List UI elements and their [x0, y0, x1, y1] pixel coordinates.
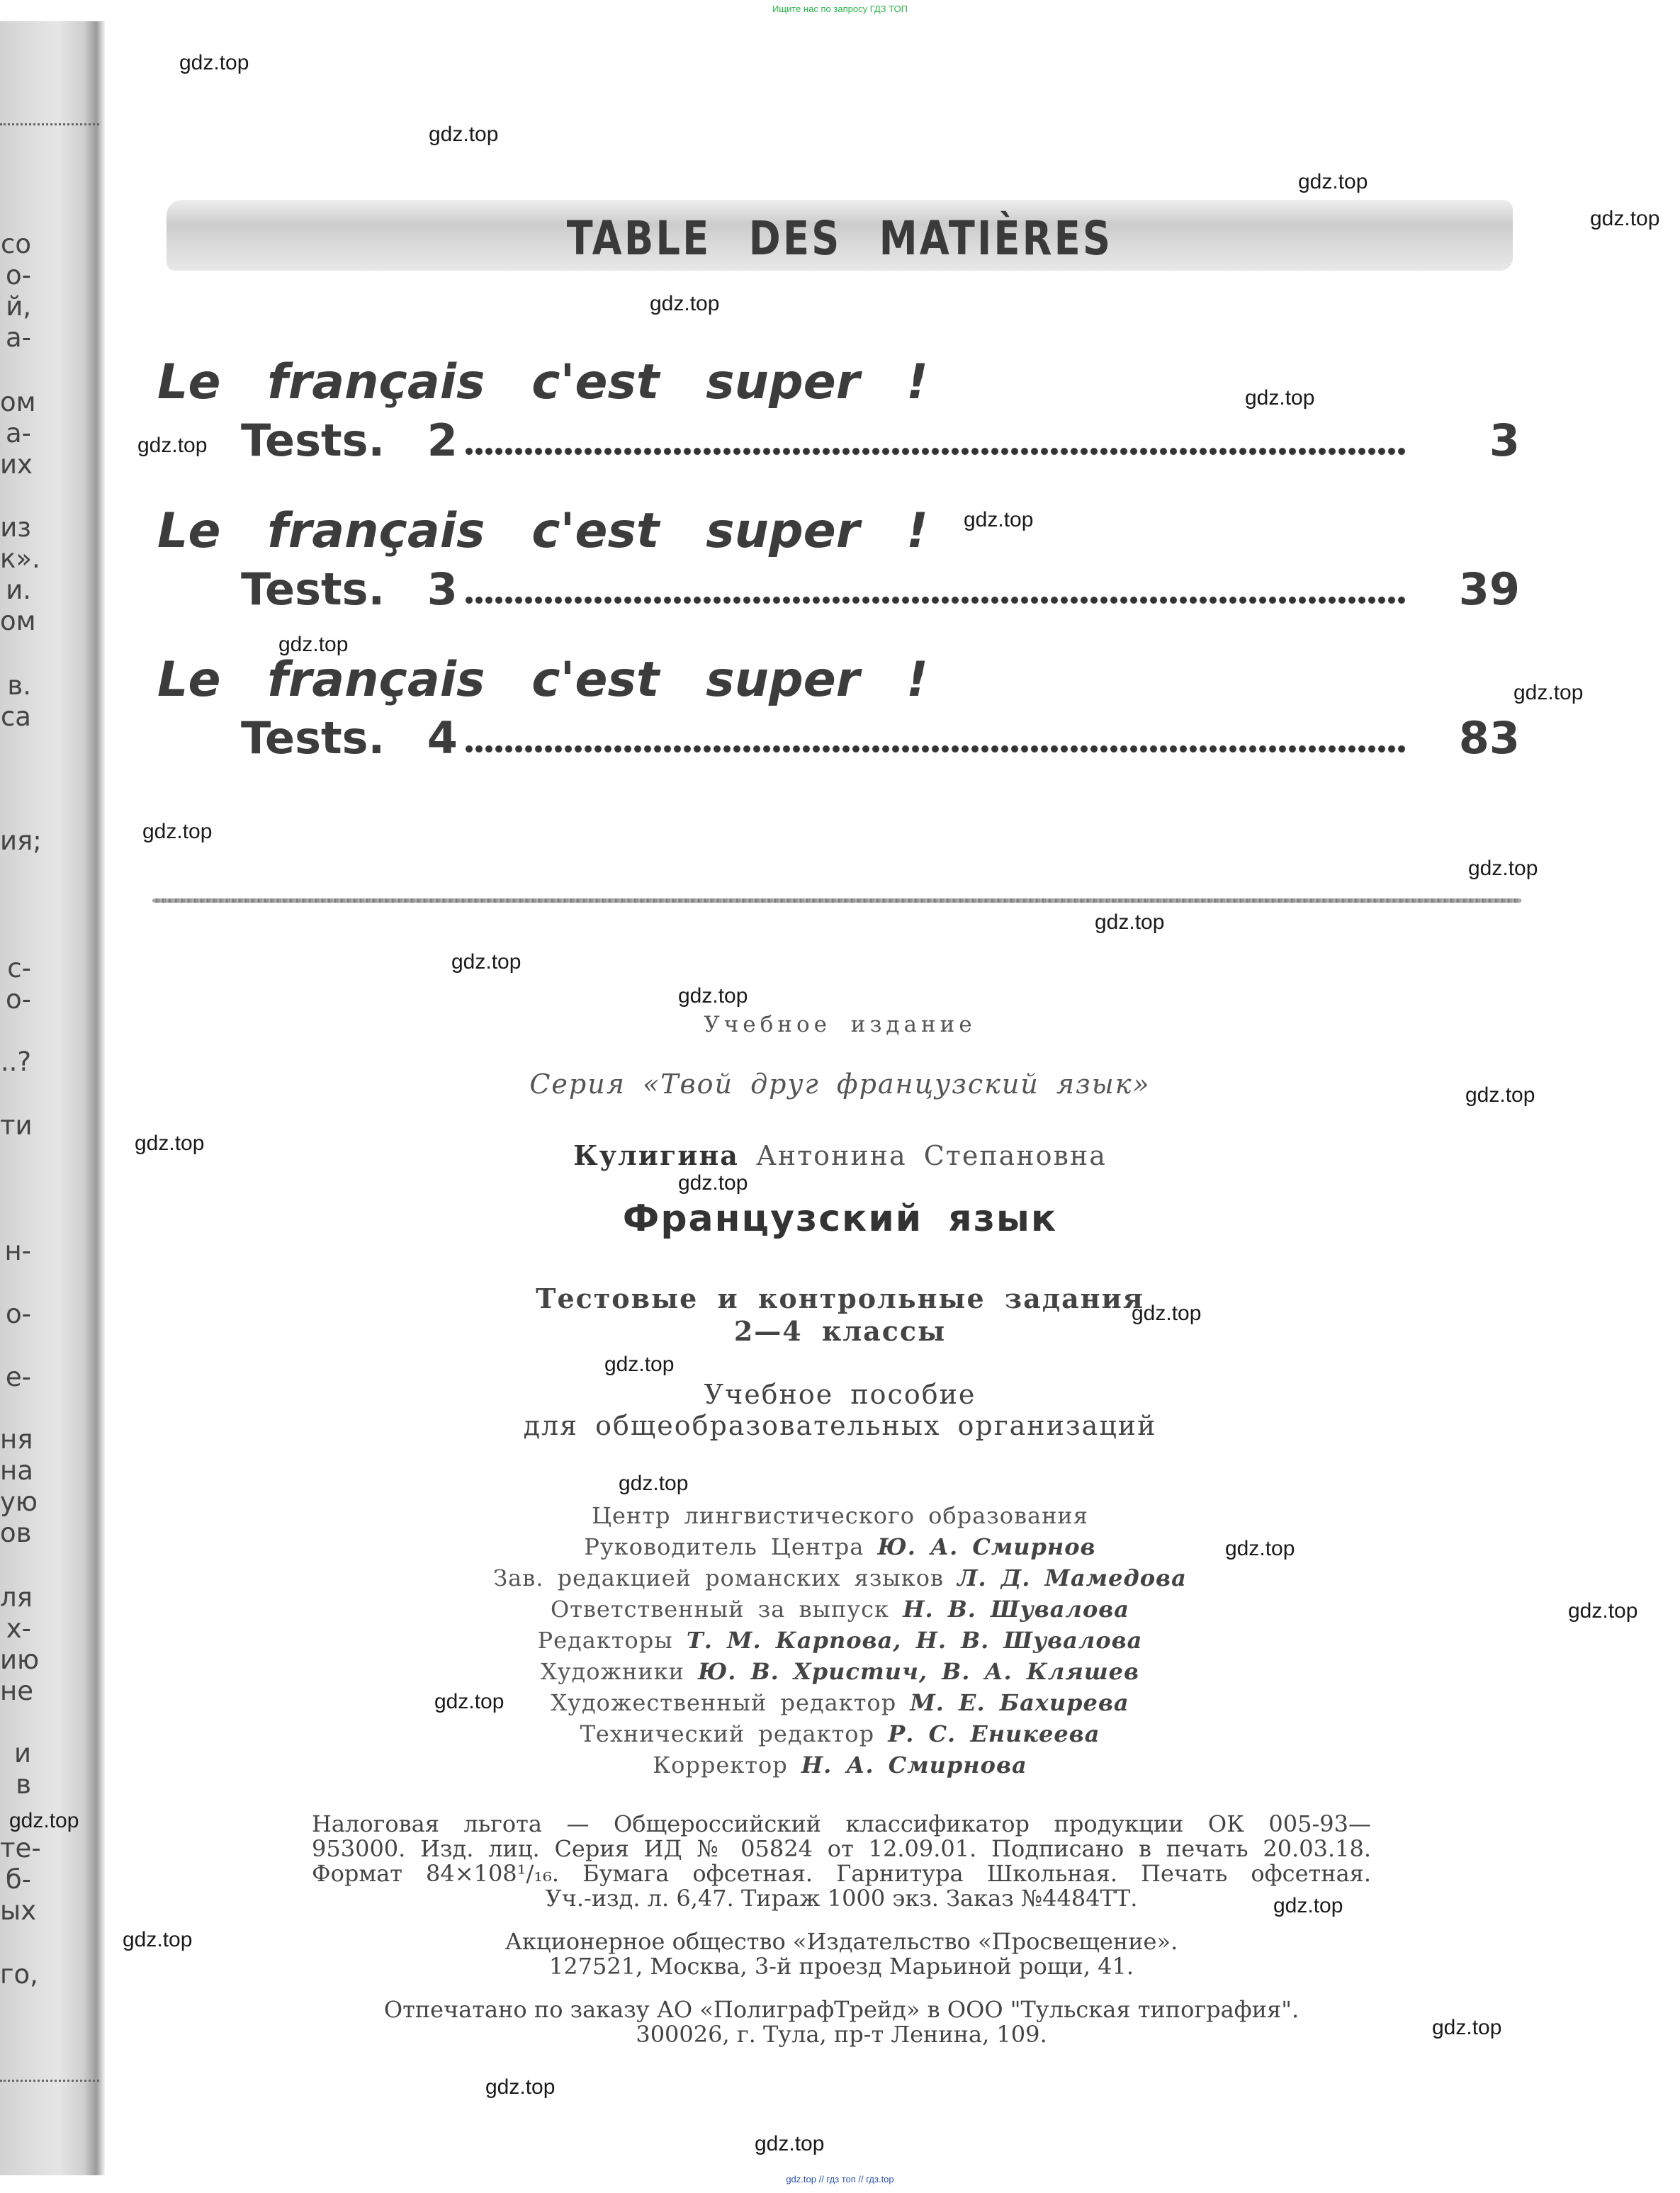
left-page-fragment: ую — [0, 1487, 38, 1517]
staff-name: Н. А. Смирнова — [801, 1752, 1027, 1778]
left-page-fragment: са — [0, 701, 31, 732]
staff-line — [0, 1596, 1680, 1623]
staff-role: Технический редактор — [580, 1720, 875, 1747]
left-page-fragment: ня — [0, 1424, 33, 1455]
left-page-fragment: е- — [5, 1362, 31, 1392]
left-page-fragment: в. — [7, 670, 31, 701]
watermark: gdz.top — [142, 820, 213, 843]
watermark: gdz.top — [1513, 681, 1584, 704]
left-page-dotted-rule — [0, 123, 99, 128]
staff-line — [0, 1689, 1680, 1716]
toc-tests-label: Tests. 4 — [241, 712, 458, 764]
printer-name: Отпечатано по заказу АО «ПолиграфТрейд» в ООО "Тульская типография". — [383, 1996, 1300, 2023]
left-page-fragment: со — [1, 229, 31, 259]
staff-role: Корректор — [653, 1752, 788, 1778]
toc-leader-dots — [464, 744, 1406, 754]
book-purpose: Учебное пособие — [704, 1379, 976, 1410]
toc-series-title: Le français c'est super ! — [157, 354, 928, 410]
tax-info-line: Налоговая льгота — Общероссийский классификатор продукции ОК 005-93— — [312, 1810, 1371, 1837]
staff-name: Ю. В. Христич, В. А. Кляшев — [698, 1658, 1140, 1685]
staff-name: Л. Д. Мамедова — [957, 1565, 1187, 1591]
left-page-fragment: о- — [6, 260, 31, 291]
watermark: gdz.top — [485, 2075, 556, 2099]
watermark: gdz.top — [1432, 2016, 1502, 2039]
watermark: gdz.top — [1225, 1537, 1295, 1560]
left-page-fragment: с- — [7, 953, 31, 983]
left-page-fragment: н- — [4, 1236, 31, 1266]
left-page-fragment: ом — [0, 387, 36, 417]
left-page-fragment: о- — [6, 984, 31, 1015]
left-page-fragment: о- — [6, 1299, 31, 1329]
left-page-fragment: в — [16, 1769, 31, 1800]
section-divider-rule — [152, 898, 1521, 903]
staff-line-department — [0, 1502, 1680, 1529]
toc-page-number: 3 — [1489, 415, 1520, 466]
watermark: gdz.top — [1465, 1083, 1535, 1107]
staff-name: Ю. А. Смирнов — [877, 1533, 1096, 1560]
left-page-fragment: не — [0, 1676, 33, 1706]
top-search-note: Ищите нас по запросу ГДЗ ТОП — [772, 4, 908, 14]
left-page-fragment: ых — [0, 1895, 37, 1926]
toc-leader-dots — [464, 595, 1406, 605]
staff-role: Зав. редакцией романских языков — [493, 1565, 945, 1591]
toc-page-number: 39 — [1458, 563, 1520, 615]
watermark: gdz.top — [755, 2132, 825, 2155]
watermark: gdz.top — [278, 633, 349, 656]
watermark: gdz.top — [604, 1353, 675, 1376]
watermark: gdz.top — [1245, 386, 1315, 410]
staff-name: Т. М. Карпова, Н. В. Шувалова — [686, 1627, 1143, 1654]
bottom-link-note: gdz.top // гдз топ // гдз.top — [786, 2174, 894, 2184]
edition-type: Учебное издание — [704, 1012, 976, 1037]
left-page-fragment: а- — [5, 418, 31, 449]
toc-leader-dots — [464, 446, 1406, 456]
author — [0, 1139, 1680, 1171]
watermark: gdz.top — [1568, 1599, 1638, 1623]
staff-role: Художественный редактор — [551, 1689, 897, 1716]
staff-name: Н. В. Шувалова — [903, 1596, 1130, 1623]
watermark: gdz.top — [619, 1472, 689, 1495]
tax-info-line: Уч.-изд. л. 6,47. Тираж 1000 экз. Заказ №4484ТТ. — [545, 1885, 1138, 1912]
staff-line — [0, 1565, 1680, 1591]
staff-line — [0, 1658, 1680, 1685]
watermark: gdz.top — [1273, 1894, 1343, 1917]
author-name: Антонина Степановна — [756, 1140, 1107, 1171]
toc-series-title: Le français c'est super ! — [157, 503, 928, 559]
left-page-dotted-rule — [0, 2080, 99, 2085]
left-page-fragment: ..? — [0, 1047, 31, 1077]
staff-role: Художники — [540, 1658, 684, 1685]
watermark: gdz.top — [1298, 170, 1368, 193]
publisher-name: Акционерное общество «Издательство «Просвещение». — [504, 1928, 1178, 1955]
left-page-fragment: ля — [0, 1582, 33, 1613]
staff-line — [0, 1533, 1680, 1560]
staff-line — [0, 1752, 1680, 1778]
watermark: gdz.top — [650, 292, 720, 315]
book-title: Французский язык — [622, 1197, 1058, 1240]
left-page-fragment: й, — [6, 291, 31, 322]
printer-address: 300026, г. Тула, пр-т Ленина, 109. — [636, 2021, 1047, 2048]
left-page-fragment: их — [0, 449, 33, 480]
toc-tests-label: Tests. 3 — [241, 563, 458, 615]
series-name: Серия «Твой друг французский язык» — [529, 1069, 1151, 1100]
left-page-fragment: го, — [0, 1959, 38, 1990]
left-page-fragment: и. — [6, 575, 31, 605]
left-page-fragment: к». — [0, 543, 40, 574]
left-page-fragment: б- — [5, 1864, 31, 1895]
toc-series-title: Le français c'est super ! — [157, 652, 928, 708]
staff-line — [0, 1720, 1680, 1747]
staff-role: Редакторы — [537, 1627, 673, 1654]
left-page-fragment: те- — [0, 1833, 41, 1864]
staff-role: Ответственный за выпуск — [550, 1596, 890, 1623]
tax-info-line: 953000. Изд. лиц. Серия ИД № 05824 от 12.09.01. Подписано в печать 20.03.18. — [312, 1835, 1371, 1862]
staff-role: Центр лингвистического образования — [592, 1502, 1088, 1529]
left-page-fragment: и — [13, 1738, 31, 1769]
watermark: gdz.top — [135, 1132, 205, 1155]
book-audience: для общеобразовательных организаций — [523, 1410, 1157, 1441]
watermark: gdz.top — [179, 51, 249, 74]
left-page-fragment: ом — [0, 606, 36, 636]
left-page-fragment: а- — [5, 322, 31, 353]
book-subtitle: Тестовые и контрольные задания — [536, 1282, 1144, 1314]
watermark: gdz.top — [451, 950, 522, 974]
tax-info-line: Формат 84×108¹/₁₆. Бумага офсетная. Гарнитура Школьная. Печать офсетная. — [312, 1860, 1371, 1887]
staff-role: Руководитель Центра — [584, 1533, 864, 1560]
watermark: gdz.top — [1095, 911, 1165, 934]
watermark: gdz.top — [434, 1690, 504, 1713]
publisher-address: 127521, Москва, 3-й проезд Марьиной рощи, 41. — [548, 1953, 1134, 1980]
left-page-fragment: ию — [0, 1645, 40, 1675]
toc-page-number: 83 — [1458, 712, 1520, 764]
left-page-fragment: х- — [6, 1613, 31, 1644]
watermark: gdz.top — [137, 434, 208, 457]
watermark: gdz.top — [964, 508, 1034, 531]
watermark: gdz.top — [1590, 207, 1660, 230]
left-page-fragment: ия; — [0, 825, 42, 856]
staff-line — [0, 1627, 1680, 1654]
left-page-fragment: на — [0, 1455, 33, 1486]
watermark: gdz.top — [1468, 857, 1538, 880]
left-page-fragment: ти — [0, 1110, 33, 1141]
left-page-fragment: ов — [0, 1518, 32, 1548]
staff-name: М. Е. Бахирева — [910, 1689, 1129, 1716]
watermark: gdz.top — [9, 1809, 79, 1832]
watermark: gdz.top — [678, 1171, 748, 1195]
grade-range: 2—4 классы — [733, 1315, 947, 1347]
staff-name: Р. С. Еникеева — [888, 1720, 1100, 1747]
watermark: gdz.top — [1132, 1302, 1202, 1325]
watermark: gdz.top — [678, 984, 748, 1008]
left-page-fragment: из — [0, 512, 31, 543]
watermark: gdz.top — [123, 1928, 193, 1951]
watermark: gdz.top — [429, 123, 499, 146]
toc-tests-label: Tests. 2 — [241, 415, 458, 466]
author-surname: Кулигина — [573, 1139, 739, 1171]
toc-title: TABLE DES MATIÈRES — [566, 211, 1113, 266]
